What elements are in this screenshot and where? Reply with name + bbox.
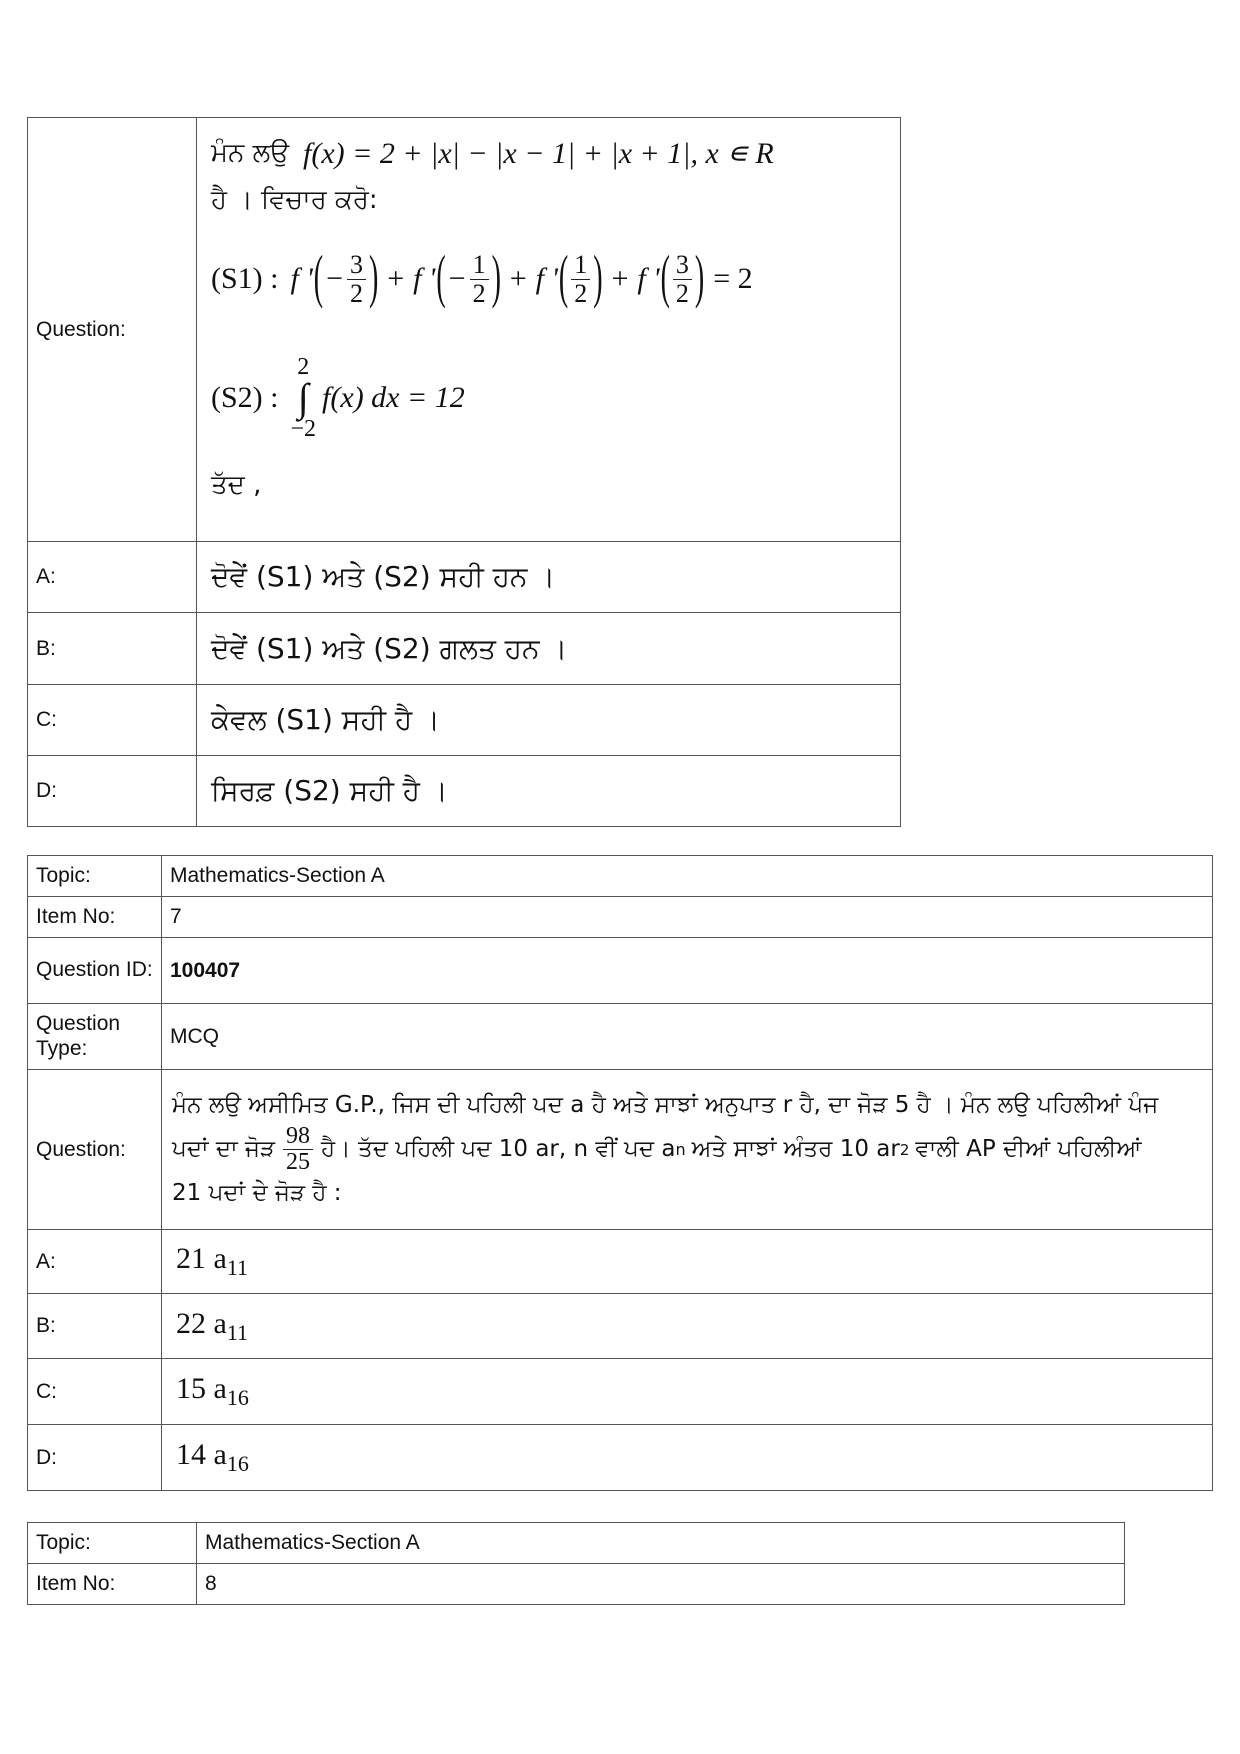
option-text: ਕੇਵਲ (S1) ਸਹੀ ਹੈ । [197,685,901,756]
fraction: $\frac{3}{2}$ [347,251,366,307]
option-label: B: [28,1294,162,1359]
question-line-3: 21 ਪਦਾਂ ਦੇ ਜੋੜ ਹੈ : [172,1180,342,1207]
question-text-pa: ਮੰਨ ਲਉ [211,137,289,168]
question-text-segment: ਅਤੇ ਸਾਝਾਂ ਅੰਤਰ 10 ar [691,1136,900,1163]
subscript: n [675,1139,686,1159]
fraction: $\frac{1}{2}$ [571,251,590,307]
option-row-b [28,613,901,685]
option-text: ਦੋਵੇਂ (S1) ਅਤੇ (S2) ਗਲਤ ਹਨ । [197,613,901,685]
fraction-numerator: 98 [283,1124,313,1150]
question-type-value: MCQ [162,1004,1213,1070]
option-label: A: [28,542,197,613]
integral-upper-limit: 2 [297,353,310,380]
topic-label: Topic: [28,856,162,897]
option-row-a [28,1230,1213,1294]
question-text-pa-2: ਹੈ । ਵਿਚਾਰ ਕਰੋ: [211,184,378,215]
question-label: Question: [28,118,197,542]
function-definition: f(x) = 2 + |x| − |x − 1| + |x + 1|, x ∊ R [303,136,774,170]
item-no-value: 8 [197,1564,1125,1605]
option-row-d [28,756,901,827]
question-line-2 [172,1124,1202,1175]
option-row-c [28,685,901,756]
item-no-label: Item No: [28,897,162,938]
question-6-table [27,117,901,827]
option-row-d [28,1425,1213,1491]
question-label: Question: [28,1070,162,1230]
superscript: 2 [899,1140,910,1159]
question-body [197,118,901,542]
item-no-label: Item No: [28,1564,197,1605]
s1-term: + f ' ( $\frac{1}{2}$ ) [507,245,603,311]
topic-value: Mathematics-Section A [197,1523,1125,1564]
then-text: ਤੱਦ , [211,469,262,500]
topic-value: Mathematics-Section A [162,856,1213,897]
fraction-denominator: 25 [286,1149,311,1175]
s1-label: (S1) : [211,262,279,295]
option-label: A: [28,1230,162,1294]
option-text: 22 $a_{11}$ [162,1294,1213,1359]
s2-label: (S2) : [211,381,279,414]
integral-body: f(x) dx = 12 [322,381,465,414]
question-id-value: 100407 [170,958,241,982]
question-id-label: Question ID: [28,938,162,1004]
option-label: C: [28,1359,162,1425]
question-7-table [27,855,1213,1491]
topic-label: Topic: [28,1523,197,1564]
option-label: D: [28,1425,162,1491]
option-row-c [28,1359,1213,1425]
question-text-segment: ਪਦਾਂ ਦਾ ਜੋੜ [172,1136,276,1163]
option-label: B: [28,613,197,685]
question-line-1: ਮੰਨ ਲਉ ਅਸੀਮਿਤ G.P., ਜਿਸ ਦੀ ਪਹਿਲੀ ਪਦ a ਹੈ ਅਤੇ ਸਾਝਾਂ ਅਨੁਪਾਤ r ਹੈ, ਦਾ ਜੋੜ 5 ਹੈ । ਮੰਨ ਲਉ ਪਹਿਲੀਆਂ ਪੰਜ [172,1092,1159,1119]
fraction: $\frac{3}{2}$ [673,251,692,307]
integral-lower-limit: −2 [290,416,317,442]
fraction: $\frac{1}{2}$ [470,251,489,307]
fraction [283,1124,313,1175]
item-no-value: 7 [162,897,1213,938]
statement-s1 [211,220,886,338]
question-type-label: Question Type: [28,1004,162,1070]
option-label: C: [28,685,197,756]
option-text: 15 $a_{16}$ [162,1359,1213,1425]
question-body [162,1070,1213,1230]
option-row-a [28,542,901,613]
option-text: ਸਿਰਫ਼ (S2) ਸਹੀ ਹੈ । [197,756,901,827]
question-text-segment: ਹੈ। ਤੱਦ ਪਹਿਲੀ ਪਦ 10 ar, n ਵੀਂ ਪਦ a [321,1136,676,1163]
statement-s2 [211,338,886,458]
s1-term: + f ' ( $\frac{3}{2}$ ) [609,245,705,311]
s1-rhs: = 2 [713,262,753,295]
option-text: 21 $a_{11}$ [162,1230,1213,1294]
question-line-1 [211,126,886,180]
option-row-b [28,1294,1213,1359]
s1-term: + f ' ( − $\frac{1}{2}$ ) [385,245,501,311]
option-text: ਦੋਵੇਂ (S1) ਅਤੇ (S2) ਸਹੀ ਹਨ । [197,542,901,613]
s1-expression [290,245,706,311]
option-text: 14 $a_{16}$ [162,1425,1213,1491]
s1-term: f ' ( − $\frac{3}{2}$ ) [290,245,379,311]
question-text-segment: ਵਾਲੀ AP ਦੀਆਂ ਪਹਿਲੀਆਂ [915,1136,1142,1163]
option-label: D: [28,756,197,827]
integral-sign: 2 ∫ −2 [290,353,317,442]
question-8-table [27,1522,1125,1605]
